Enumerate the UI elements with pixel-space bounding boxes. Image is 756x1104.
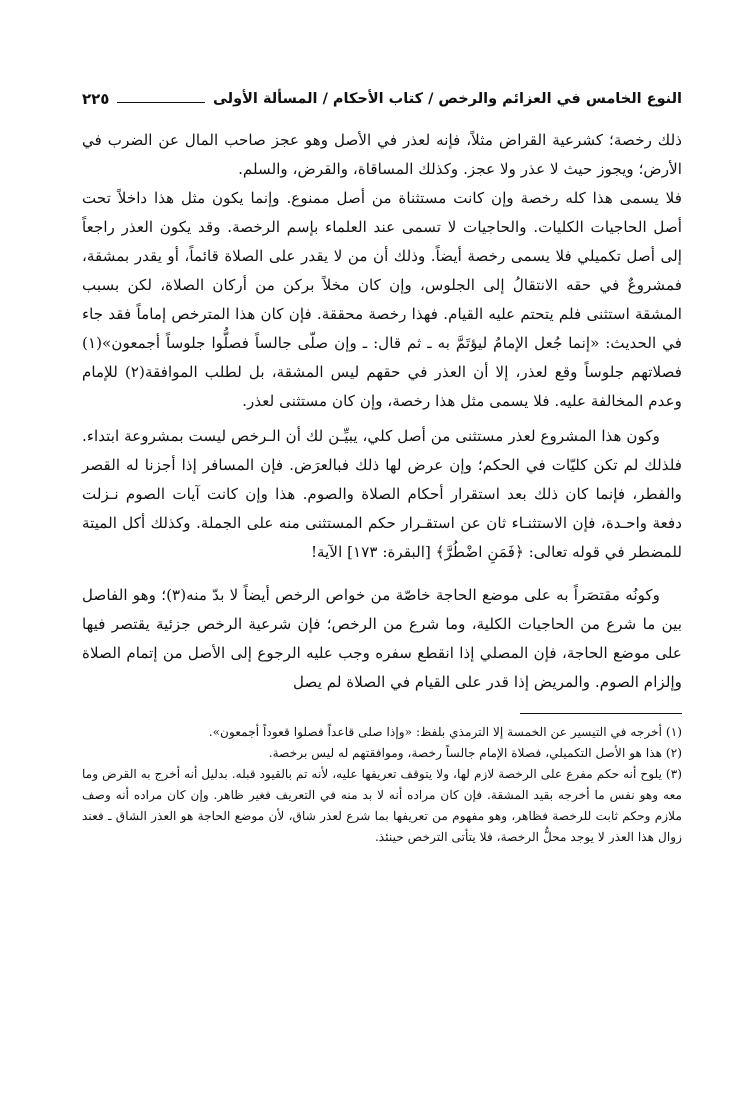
header-rule (117, 102, 205, 103)
footnotes (82, 722, 682, 848)
main-text (82, 126, 682, 697)
footnote-1: (١) أخرجه في التيسير عن الخمسة إلا الترمذي بلفظ: «وإذا صلى قاعداً فصلوا قعوداً أجمعون». (208, 725, 682, 739)
footnote-separator (520, 713, 682, 714)
paragraph-1: ذلك رخصة؛ كشرعية القراض مثلاً، فإنه لعذر في الأصل وهو عجز صاحب المال عن الضرب في الأرض؛ ويجوز حيث لا عذر ولا عجز. وكذلك المساقاة، والقرض، والسلم. (82, 131, 682, 178)
paragraph-4: وكونُه مقتصَراً به على موضع الحاجة خاصّة من خواص الرخص أيضاً لا بدّ منه(٣)؛ وهو الفاصل بين ما شرع من الحاجيات الكلية، وما شرع من الرخص؛ فإن شرعية الرخص جزئية يقتصر فيها على موضع الحاجة، فإن المصلي إذا انقطع سفره وجب عليه الرجوع إلى الأصل من إتمام الصلاة وإلزام الصوم. والمريض إذا قدر على القيام في الصلاة لم يصل (82, 586, 682, 691)
footnote-3: (٣) يلوح أنه حكم مفرع على الرخصة لازم لها، ولا يتوقف تعريفها عليه، لأنه تم بالقيود قبله. بدليل أنه أخرج به القرض وما معه وهو نفس ما أخرجه بقيد المشقة. فإن كان مراده أنه لا بد منه في التعريف فغير ظاهر. وإن كان مراده أنه وصف ملازم وحكم ثابت للرخصة فظاهر، وهو مفهوم من تعريفها بما شرع لعذر شاق، لأن موضع الحاجة هو العذر الشاق ـ فعند زوال هذا العذر لا يوجد محلُّ الرخصة، فلا يتأتى الترخص حينئذ. (82, 767, 682, 844)
book-page (82, 86, 682, 1076)
header-title: النوع الخامس في العزائم والرخص / كتاب الأحكام / المسألة الأولى (213, 91, 682, 107)
footnote-2: (٢) هذا هو الأصل التكميلي، فصلاة الإمام جالساً رخصة، وموافقتهم له ليس برخصة. (268, 746, 682, 760)
paragraph-2: فلا يسمى هذا كله رخصة وإن كانت مستثناة من أصل ممنوع. وإنما يكون مثل هذا داخلاً تحت أصل الحاجيات الكليات. والحاجيات لا تسمى عند العلماء بإسم الرخصة. وقد يكون العذر راجعاً إلى أصل تكميلي فلا يسمى رخصة أيضاً. وذلك أن من لا يقدر على الصلاة قائماً، أو يقدر بمشقة، فمشروعٌ في حقه الانتقالُ إلى الجلوس، وإن كان مخلاً بركن من أركان الصلاة، لكن بسبب المشقة استثنى فلم يتحتم عليه القيام. فهذا رخصة محققة. فإن كان هذا المترخص إماماً فقد جاء في الحديث: «إنما جُعل الإمامُ ليؤتَمَّ به ـ ثم قال: ـ وإن صلّى جالساً فصلُّوا جلوساً أجمعون»(١) فصلاتهم جلوساً وقع لعذر، إلا أن العذر في حقهم ليس المشقة، بل لطلب الموافقة(٢) للإمام وعدم المخالفة عليه. فلا يسمى مثل هذا رخصة، وإن كان مستثنى لعذر. (82, 189, 683, 410)
running-header (82, 86, 682, 112)
paragraph-3: وكون هذا المشروع لعذر مستثنى من أصل كلي، يبيِّـن لك أن الـرخص ليست بمشروعة ابتداء. فلذلك لم تكن كليّات في الحكم؛ وإن عرض لها ذلك فبالعرَض. فإن المسافر إذا أجزنا له القصر والفطر، فإنما كان ذلك بعد استقرار أحكام الصلاة والصوم. هذا وإن كانت آيات الصوم نـزلت دفعة واحـدة، فإن الاستثنـاء ثان عن استقـرار حكم المستثنى منه على الجملة. وكذلك أكل الميتة للمضطر في قوله تعالى: ﴿فَمَنِ اضْطُرَّ﴾ [البقرة: ١٧٣] الآية! (82, 427, 682, 561)
page-number: ٢٢٥ (82, 90, 110, 108)
